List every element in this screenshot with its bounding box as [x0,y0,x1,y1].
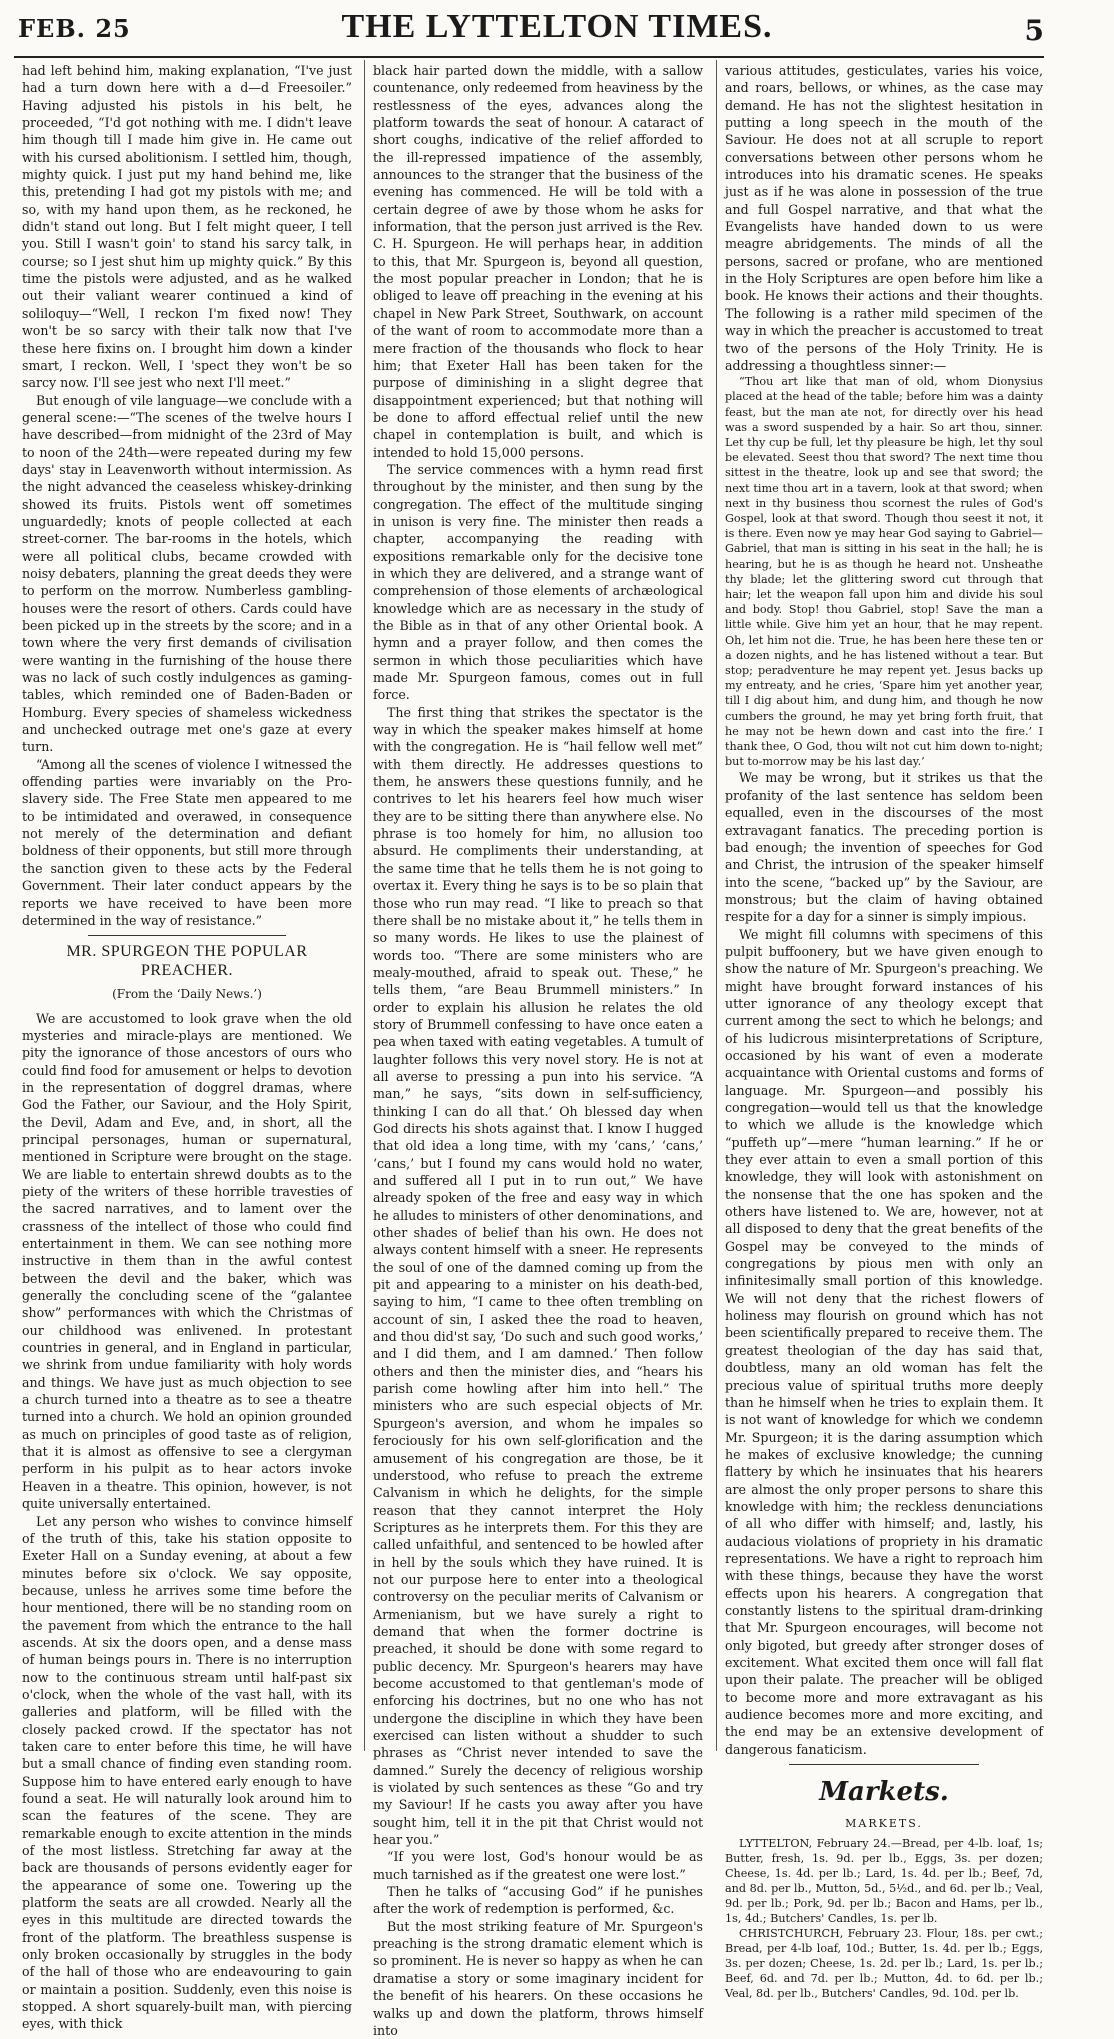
article-paragraph: But the most striking feature of Mr. Spurgeon's preaching is the strong dramatic element which is so prominent. He is never so happy as when he can dramatise a story or some imaginary incident for the benefit of his hearers. On these occasions he walks up and down the platform, throws himself into [373,1918,703,2038]
article-headline: MR. SPURGEON THE POPULAR PREACHER. [66,943,308,980]
section-rule [88,935,286,936]
market-report: CHRISTCHURCH, February 23. Flour, 18s. per cwt.; Bread, per 4-lb loaf, 10d.; Butter, 1s. 4d. per lb.; Eggs, 3s. per dozen; Cheese, 1s. 2d. per lb.; Lard, 1s. per lb.; Beef, 6d. and 7d. per lb.; Mutton, 4d. to 6d. per lb.; Veal, 8d. per lb., Butchers' Candles, 9d. 10d. per lb. [725,1927,1043,2001]
article-paragraph: black hair parted down the middle, with a sallow countenance, only redeemed from heaviness by the restlessness of the eyes, advances along the platform towards the seat of honour. A cataract of short coughs, indicative of the relief afforded to the ill-repressed impatience of the assembly, announces to the stranger that the business of the evening has commenced. He will be told with a certain degree of awe by those whom he asks for information, that the person just arrived is the Rev. C. H. Spurgeon. He will perhaps hear, in addition to this, that Mr. Spurgeon is, beyond all question, the most popular preacher in London; that he is obliged to leave off preaching in the evening at his chapel in New Park Street, Southwark, on account of the want of room to accommodate more than a mere fraction of the thousands who flock to hear him; that Exeter Hall has been taken for the purpose of diminishing in a slight degree that disappointment experienced; but that nothing will be done to afford effectual relief until the new chapel in contemplation is built, and which is intended to hold 15,000 persons. [373,63,703,460]
article-source: (From the ‘Daily News.’) [112,987,262,1002]
article-paragraph: “If you were lost, God's honour would be as much tarnished as if the greatest one were lost.” [373,1849,703,1882]
article-paragraph: But enough of vile language—we conclude with a general scene:—“The scenes of the twelve hours I have described—from midnight of the 23rd of May to noon of the 24th—were repeated during my few days' stay in Leavenworth without intermission. As the night advanced the ceaseless whiskey-drinking showed its fruits. Pistols went off sometimes unguardedly; knots of people collected at each street-corner. The bar-rooms in the hotels, which were all political clubs, became crowded with noisy debaters, planning the great deeds they were to perform on the morrow. Numberless gambling-houses were the resort of others. Cards could have been picked up in the streets by the score; and in a town where the very first demands of civilisation were wanting in the furnishing of the house there was no lack of such costly indulgences as gaming-tables, which reminded one of Baden-Baden or Homburg. Every species of shameless wickedness and unchecked outrage met one's gaze at every turn. [22,392,352,755]
article-paragraph: The first thing that strikes the spectator is the way in which the speaker makes himself at home with the congregation. He is “hail fellow well met” with them directly. He addresses questions to them, he answers these questions funnily, and he contrives to let his hearers feel how much wiser they are to be sitting there than anywhere else. No phrase is too homely for him, no allusion too absurd. He compliments their understanding, at the same time that he tells them he is not going to overtax it. Every thing he says is to be so plain that those who run may read. “I like to preach so that there shall be no mistake about it,” he tells them in so many words. He likes to use the plainest of words too. “There are some ministers who are mealy-mouthed, afraid to speak out. These,” he tells them, “are Beau Brummell ministers.” In order to explain his allusion he relates the old story of Brummell confessing to have once eaten a pea when taxed with eating vegetables. A tumult of laughter follows this very novel story. He is not at all averse to pressing a pun into his service. “A man,” he says, “sits down in self-sufficiency, thinking I can do all that.’ Oh blessed day when God directs his shots against that. I know I hugged that old idea a long time, with my ‘cans,’ ‘cans,’ ‘cans,’ but I found my cans would hold no water, and suffered all I put in to run out,” We have already spoken of the free and easy way in which he alludes to ministers of other denominations, and other shades of belief than his own. He does not always content himself with a sneer. He represents the soul of one of the damned coming up from the pit and appearing to a minister on his death-bed, saying to him, “I came to thee often trembling on account of sin, I asked thee the road to heaven, and thou did'st say, ‘Do such and such good works,’ and I did them, and I am damned.’ Then follow others and then the minister dies, and “hears his parish come howling after him into hell.” The ministers who are such especial objects of Mr. Spurgeon's aversion, and whom he impales so ferociously for his own self-glorification and the amusement of his congregation are those, be it understood, who refuse to preach the extreme Calvanism in which he delights, for the simple reason that they cannot interpret the Holy Scriptures as he interprets them. For this they are called unfaithful, and sentenced to be howled after in hell by the souls which they have ruined. It is not our purpose here to enter into a theological controversy on the peculiar merits of Calvanism or Armenianism, but we have surely a right to demand that when the former doctrine is preached, it should be done with some regard to public decency. Mr. Spurgeon's hearers may have become accustomed to that gentleman's mode of enforcing his doctrines, but no one who has not undergone the discipline in which they have been exercised can listen without a shudder to such phrases as “Christ never intended to save the damned.” Surely the decency of religious worship is violated by such sentences as these “Go and try my Saviour! If he casts you away after you have sought him, tell it in the pit that Christ would not hear you.” [373,704,703,1848]
market-report: LYTTELTON, February 24.—Bread, per 4-lb. loaf, 1s; Butter, fresh, 1s. 9d. per lb., Eggs, 3s. per dozen; Cheese, 1s. 4d. per lb.; Lard, 1s. 4d. per lb.; Beef, 7d, and 8d. per lb., Mutton, 5d., 5½d., and 6d. per lb.; Veal, 9d. per lb.; Pork, 9d. per lb.; Bacon and Hams, per lb., 1s, 4d.; Butchers' Candles, 1s. per lb. [725,1837,1043,1926]
article-paragraph: We are accustomed to look grave when the old mysteries and miracle-plays are mentioned. We pity the ignorance of those ancestors of ours who could find food for amusement or helps to devotion in the representation of doggrel dramas, where God the Father, our Saviour, and the Holy Spirit, the Devil, Adam and Eve, and, in short, all the principal personages, human or supernatural, mentioned in Scripture were brought on the stage. We are liable to entertain shrewd doubts as to the piety of the writers of these horrible travesties of the sacred narratives, and to lament over the crassness of the intellect of those who could find entertainment in them. We can see nothing more instructive in them than in the awful contest between the devil and the baker, which was generally the concluding scene of the “galantee show” performances with which the Christmas of our childhood was enlivened. In protestant countries in general, and in England in particular, we shrink from undue familiarity with holy words and things. We have just as much objection to see a church turned into a theatre as to see a theatre turned into a church. We hold an opinion grounded as much on principles of good taste as of religion, that it is almost as offensive to see a clergyman perform in his pulpit as to hear actors invoke Heaven in a theatre. This opinion, however, is not quite universally entertained. [22,1010,352,1512]
article-paragraph: had left behind him, making explanation, “I've just had a turn down here with a d—d Freesoiler.” Having adjusted his pistols in his belt, he proceeded, “I'd got nothing with me. I didn't leave him though till I made him give in. He came out with his cursed abolitionism. I settled him, though, mighty quick. I just put my hand behind me, like this, pretending I had got my pistols with me; and so, with my hand upon them, as he reckoned, he didn't stand out long. But I felt might queer, I tell you. Still I wasn't goin' to stand his sarcy talk, in course; so I jest shut him up mighty quick.” By this time the pistols were adjusted, and as he walked out their valiant wearer continued a kind of soliloquy—“Well, I reckon I'm fixed now! They won't be so sarcy with their talk now that I've these here fixins on. I brought him down a kinder smart, I reckon. Well, I 'spect they won't be so sarcy now. I'll see jest who next I'll meet.” [22,63,352,391]
sermon-quote: “Thou art like that man of old, whom Dionysius placed at the head of the table; before him was a dainty feast, but the man ate not, for directly over his head was a sword suspended by a hair. So art thou, sinner. Let thy cup be full, let thy pleasure be high, let thy soul be elevated. Seest thou that sword? The next time thou sittest in the theatre, look up and see that sword; the next time thou art in a tavern, look at that sword; when next in thy business thou scornest the rules of God's Gospel, look at that sword. Though thou seest it not, it is there. Even now ye may hear God saying to Gabriel—Gabriel, that man is sitting in his seat in the hall; he is hearing, but he is as though he heard not. Unsheathe thy blade; let the glittering sword cut through that hair; let the weapon fall upon him and divide his soul and body. Stop! thou Gabriel, stop! Save the man a little while. Give him yet an hour, that he may repent. Oh, let him not die. True, he has been here these ten or a dozen nights, and he has listened without a tear. But stop; peradventure he may repent yet. Jesus backs up my entreaty, and he cries, ‘Spare him yet another year, till I dig about him, and dung him, and though he now cumbers the ground, he may yet bring forth fruit, that he may not be hewn down and cast into the fire.’ I thank thee, O God, thou wilt not cut him down to-night; but to-morrow may be his last day.’ [725,375,1043,769]
article-paragraph: Let any person who wishes to convince himself of the truth of this, take his station opposite to Exeter Hall on a Sunday evening, at about a few minutes before six o'clock. We say opposite, because, unless he arrives some time before the hour mentioned, there will be no standing room on the pavement from which the entrance to the hall ascends. At six the doors open, and a dense mass of human beings pours in. There is no interruption now to the continuous stream until half-past six o'clock, when the whole of the vast hall, with its galleries and platform, will be filled with the closely packed crowd. If the spectator has not taken care to enter before this time, he will have but a small chance of finding even standing room. Suppose him to have entered early enough to have found a seat. He will naturally look around him to scan the features of the scene. They are remarkable enough to excite attention in the minds of the most listless. Stretching far away at the back are thousands of persons evidently eager for the appearance of some one. Towering up the platform the seats are all crowded. Nearly all the eyes in this multitude are directed towards the front of the platform. The breathless suspense is only broken occasionally by struggles in the body of the hall of those who are endeavouring to gain or maintain a position. Suddenly, even this noise is stopped. A short squarely-built man, with piercing eyes, with thick [22,1513,352,2032]
article-paragraph: various attitudes, gesticulates, varies his voice, and roars, bellows, or whines, as the case may demand. He has not the slightest hesitation in putting a long speech in the mouth of the Saviour. He does not at all scruple to report conversations between other persons whom he introduces into his dramatic scenes. He speaks just as if he was alone in possession of the true and full Gospel narrative, and that what the Evangelists have handed down to us were meagre abridgements. The minds of all the persons, sacred or profane, who are mentioned in the Holy Scriptures are open before him like a book. He knows their actions and their thoughts. The following is a rather mild specimen of the way in which the preacher is accustomed to treat two of the persons of the Holy Trinity. He is addressing a thoughtless sinner:— [725,63,1043,373]
column-2 [373,62,703,2038]
page-number: 5 [1024,14,1044,47]
column-divider [716,60,717,1751]
masthead [0,0,1114,60]
markets-subheading: MARKETS. [845,1817,923,1831]
article-paragraph: “Among all the scenes of violence I witnessed the offending parties were invariably on the Pro-slavery side. The Free State men appeared to me to be intimidated and overawed, in consequence not merely of the determination and defiant boldness of their opponents, but still more through the sanction given to these acts by the Federal Government. Their later conduct appears by the reports we have received to have been more determined in the way of resistance.” [22,756,352,928]
newspaper-title: THE LYTTELTON TIMES. [341,8,773,45]
markets-heading: Markets. [819,1777,949,1808]
column-3 [725,62,1043,2001]
article-paragraph: Then he talks of “accusing God” if he punishes after the work of redemption is performed, &c. [373,1884,703,1917]
masthead-rule [14,56,1044,58]
article-paragraph: The service commences with a hymn read first throughout by the minister, and then sung by the congregation. The effect of the multitude singing in unison is very fine. The minister then reads a chapter, accompanying the reading with expositions remarkable only for the decisive tone in which they are delivered, and a strange want of comprehension of those elements of archæological knowledge which are as necessary in the study of the Bible as in that of any other Oriental book. A hymn and a prayer follow, and then comes the sermon in which those peculiarities which have made Mr. Spurgeon famous, comes out in full force. [373,461,703,703]
section-rule [789,1764,980,1765]
column-1 [22,62,352,2032]
article-paragraph: We might fill columns with specimens of this pulpit buffoonery, but we have given enough to show the nature of Mr. Spurgeon's preaching. We might have brought forward instances of his utter ignorance of any theology except that current among the sect to which he belongs; and of his ludicrous misinterpretations of Scripture, occasioned by his want of even a moderate acquaintance with Oriental customs and forms of language. Mr. Spurgeon—and possibly his congregation—would tell us that the knowledge to which we allude is the knowledge which “puffeth up”—mere “human learning.” If he or they ever attain to even a small portion of this knowledge, they will look with astonishment on the nonsense that the one has spoken and the others have listened to. We are, however, not at all disposed to deny that the great benefits of the Gospel may be conveyed to the minds of congregations by pious men with only an infinitesimally small portion of this knowledge. We will not deny that the richest flowers of holiness may flourish on ground which has not been scientifically prepared to receive them. The greatest theologian of the day has said that, doubtless, many an old woman has felt the precious value of spiritual truths more deeply than he himself when he tries to explain them. It is not want of knowledge for which we condemn Mr. Spurgeon; it is the daring assumption which he makes of exclusive knowledge; the cunning flattery by which he insinuates that his hearers are almost the only proper persons to share this knowledge with him; the reckless denunciations of all who differ with himself; and, lastly, his audacious violations of propriety in his dramatic representations. We have a right to reproach him with these things, because they have the worst effects upon his hearers. A congregation that constantly listens to the spiritual dram-drinking that Mr. Spurgeon encourages, will become not only bigoted, but greedy after stronger doses of excitement. What excited them once will fall flat upon their palate. The preacher will be obliged to become more and more extravagant as his audience becomes more and more exciting, and the end may be an extensive development of dangerous fanaticism. [725,926,1043,1757]
page-date: FEB. 25 [18,14,131,43]
column-divider [364,60,365,1751]
article-paragraph: We may be wrong, but it strikes us that the profanity of the last sentence has seldom been equalled, even in the discourses of the most extravagant fanatics. The preceding portion is bad enough; the invention of speeches for God and Christ, the intrusion of the speaker himself into the scene, “backed up” by the Saviour, are monstrous; but the claim of having obtained respite for a day for a sinner is simply impious. [725,770,1043,925]
